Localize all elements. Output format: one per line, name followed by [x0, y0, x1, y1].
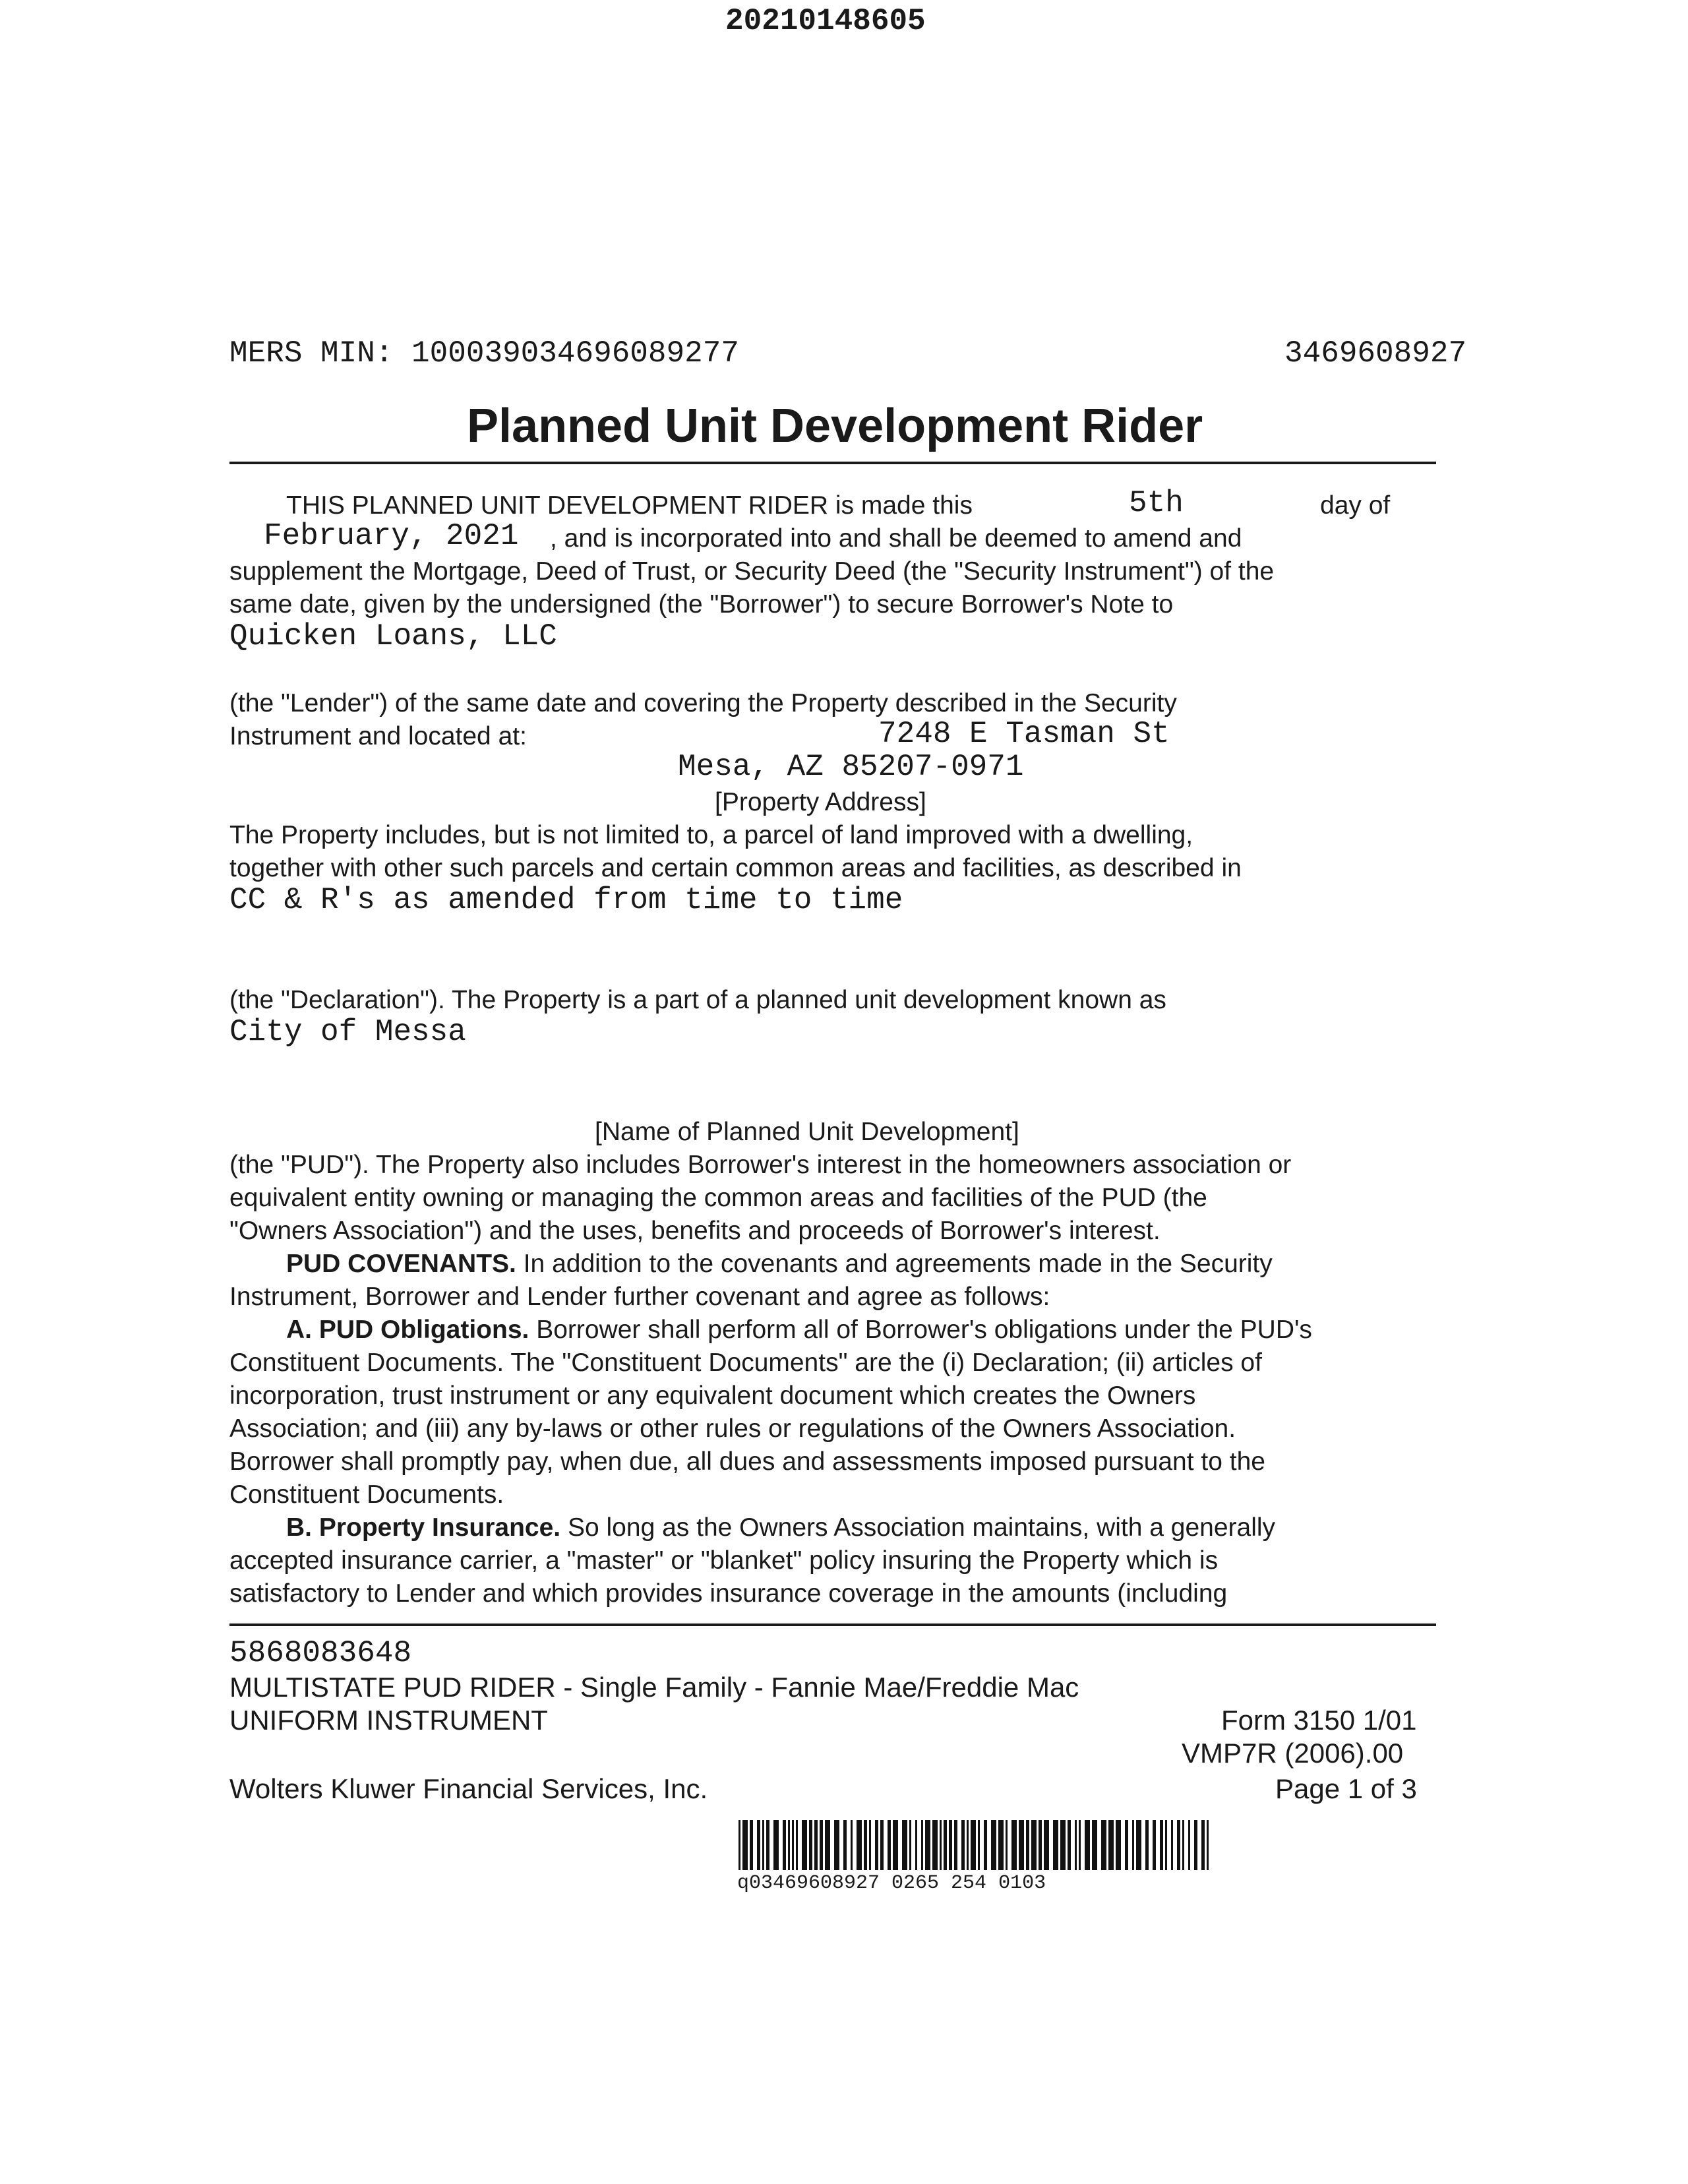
- intro-line2: , and is incorporated into and shall be deemed to amend and: [550, 524, 1242, 553]
- barcode-bar: [1182, 1820, 1184, 1870]
- barcode-bar: [1207, 1820, 1209, 1870]
- section-a-line6: Constituent Documents.: [229, 1480, 504, 1509]
- barcode-bar: [925, 1820, 930, 1870]
- barcode-bar: [1101, 1820, 1106, 1870]
- form-number: Form 3150 1/01: [1221, 1705, 1417, 1736]
- barcode-bar: [954, 1820, 957, 1870]
- vmp-code: VMP7R (2006).00: [1182, 1738, 1404, 1769]
- barcode-bar: [944, 1820, 947, 1870]
- barcode-bar: [1031, 1820, 1037, 1870]
- barcode-bar: [762, 1820, 764, 1870]
- intro-line8: together with other such parcels and certain common areas and facilities, as described in: [229, 854, 1242, 882]
- barcode-bar: [909, 1820, 911, 1870]
- barcode-bar: [1171, 1820, 1173, 1870]
- barcode-bar: [1160, 1820, 1163, 1870]
- address-caption: [Property Address]: [715, 788, 926, 816]
- intro-line6: Instrument and located at:: [229, 722, 527, 750]
- loan-number: 3469608927: [1284, 336, 1467, 371]
- barcode-bar: [978, 1820, 980, 1870]
- barcode-bar: [814, 1820, 818, 1870]
- barcode-bar: [843, 1820, 847, 1870]
- barcode-bar: [991, 1820, 996, 1870]
- barcode-bar: [880, 1820, 884, 1870]
- section-b-line1-text: So long as the Owners Association maintains, with a generally: [567, 1513, 1276, 1542]
- barcode-bar: [932, 1820, 938, 1870]
- covenants-line2: Instrument, Borrower and Lender further covenant and agree as follows:: [229, 1283, 1050, 1311]
- intro-line5: (the "Lender") of the same date and covering the Property described in the Security: [229, 689, 1177, 717]
- barcode-bar: [796, 1820, 798, 1870]
- day-of-label: day of: [1320, 491, 1391, 520]
- intro-line3: supplement the Mortgage, Deed of Trust, or Security Deed (the "Security Instrument") of the: [229, 557, 1275, 586]
- intro-line7: The Property includes, but is not limited to, a parcel of land improved with a dwelling,: [229, 821, 1193, 849]
- barcode-bar: [864, 1820, 867, 1870]
- barcode-bar: [773, 1820, 779, 1870]
- barcode-bar: [1044, 1820, 1049, 1870]
- barcode-bar: [1194, 1820, 1197, 1870]
- barcode-bar: [834, 1820, 839, 1870]
- barcode-bar: [1006, 1820, 1008, 1870]
- barcode-bar: [893, 1820, 898, 1870]
- lender-name: Quicken Loans, LLC: [229, 619, 557, 653]
- barcode-bar: [1201, 1820, 1205, 1870]
- day-value: 5th: [1129, 486, 1184, 520]
- barcode-bar: [1079, 1820, 1081, 1870]
- section-b-line3: satisfactory to Lender and which provides insurance coverage in the amounts (including: [229, 1579, 1228, 1608]
- barcode-bar: [869, 1820, 871, 1870]
- covenants-heading: PUD COVENANTS.: [286, 1250, 516, 1278]
- section-b-line2: accepted insurance carrier, a "master" or "blanket" policy insuring the Property which is: [229, 1546, 1219, 1575]
- barcode-text: q03469608927 0265 254 0103: [737, 1872, 1046, 1895]
- section-a-line3: incorporation, trust instrument or any equivalent document which creates the Owners: [229, 1381, 1196, 1410]
- barcode-bar: [783, 1820, 786, 1870]
- mers-min: MERS MIN: 100039034696089277: [229, 336, 739, 371]
- barcode-bar: [1068, 1820, 1071, 1870]
- section-a-line2: Constituent Documents. The "Constituent Documents" are the (i) Declaration; (ii) articles of: [229, 1349, 1262, 1377]
- barcode-bar: [802, 1820, 807, 1870]
- form-title: MULTISTATE PUD RIDER - Single Family - Fannie Mae/Freddie Mac: [229, 1672, 1079, 1703]
- intro-line1: THIS PLANNED UNIT DEVELOPMENT RIDER is made this: [286, 491, 973, 520]
- barcode-bar: [1092, 1820, 1097, 1870]
- barcode-bar: [1085, 1820, 1090, 1870]
- publisher: Wolters Kluwer Financial Services, Inc.: [229, 1773, 708, 1804]
- barcode-bar: [750, 1820, 753, 1870]
- document-title: Planned Unit Development Rider: [467, 400, 1203, 452]
- barcode-bar: [940, 1820, 942, 1870]
- barcode-bar: [825, 1820, 830, 1870]
- barcode-bar: [809, 1820, 812, 1870]
- barcode-bar: [961, 1820, 965, 1870]
- barcode-bar: [921, 1820, 923, 1870]
- barcode-bar: [984, 1820, 987, 1870]
- barcode-bar: [738, 1820, 740, 1870]
- barcode-bar: [792, 1820, 794, 1870]
- barcode-bar: [1060, 1820, 1066, 1870]
- declaration-value: CC & R's as amended from time to time: [229, 883, 903, 917]
- barcode-bar: [915, 1820, 917, 1870]
- barcode-bar: [949, 1820, 952, 1870]
- barcode-bar: [742, 1820, 748, 1870]
- footer-rule: [229, 1623, 1436, 1626]
- barcode-bar: [967, 1820, 969, 1870]
- barcode-bar: [1108, 1820, 1114, 1870]
- section-a-line1-text: Borrower shall perform all of Borrower's obligations under the PUD's: [536, 1316, 1312, 1344]
- barcode-bar: [788, 1820, 790, 1870]
- pud-name-value: City of Messa: [229, 1015, 466, 1049]
- uniform-instrument: UNIFORM INSTRUMENT: [229, 1705, 548, 1736]
- doc-number: 5868083648: [229, 1636, 412, 1670]
- intro-line4: same date, given by the undersigned (the "Borrower") to secure Borrower's Note to: [229, 590, 1174, 619]
- address-line1: 7248 E Tasman St: [878, 717, 1170, 751]
- barcode-bar: [971, 1820, 976, 1870]
- barcode-bar: [1019, 1820, 1024, 1870]
- barcode-bar: [766, 1820, 769, 1870]
- barcode-bar: [820, 1820, 823, 1870]
- barcode-bar: [1145, 1820, 1149, 1870]
- barcode-bar: [1132, 1820, 1134, 1870]
- covenants-line1-text: In addition to the covenants and agreements made in the Security: [523, 1250, 1273, 1278]
- barcode: [737, 1820, 1212, 1873]
- intro-line9: (the "Declaration"). The Property is a part of a planned unit development known as: [229, 986, 1166, 1014]
- section-b-heading: B. Property Insurance.: [286, 1513, 561, 1542]
- pud-name-caption: [Name of Planned Unit Development]: [595, 1118, 1019, 1146]
- barcode-bar: [888, 1820, 891, 1870]
- barcode-bar: [757, 1820, 760, 1870]
- barcode-bar: [875, 1820, 878, 1870]
- intro-line11: equivalent entity owning or managing the common areas and facilities of the PUD (the: [229, 1184, 1207, 1212]
- month-year-value: February, 2021: [264, 519, 519, 553]
- barcode-bar: [851, 1820, 853, 1870]
- barcode-bar: [1125, 1820, 1128, 1870]
- barcode-bar: [1165, 1820, 1167, 1870]
- section-b-line1: [286, 1511, 1275, 1544]
- barcode-bar: [1188, 1820, 1190, 1870]
- barcode-bar: [857, 1820, 862, 1870]
- section-a-line5: Borrower shall promptly pay, when due, all dues and assessments imposed pursuant to the: [229, 1447, 1265, 1476]
- barcode-bar: [1153, 1820, 1156, 1870]
- barcode-bar: [902, 1820, 907, 1870]
- barcode-bar: [1011, 1820, 1017, 1870]
- intro-line12: "Owners Association") and the uses, benefits and proceeds of Borrower's interest.: [229, 1217, 1160, 1245]
- barcode-bar: [1039, 1820, 1042, 1870]
- barcode-bar: [1116, 1820, 1121, 1870]
- intro-line10: (the "PUD"). The Property also includes Borrower's interest in the homeowners association or: [229, 1151, 1292, 1179]
- barcode-bar: [1053, 1820, 1058, 1870]
- title-rule: [229, 462, 1436, 464]
- barcode-bar: [998, 1820, 1004, 1870]
- section-a-line1: [286, 1314, 1312, 1347]
- barcode-bar: [1136, 1820, 1141, 1870]
- page-number: Page 1 of 3: [1275, 1773, 1417, 1804]
- section-a-line4: Association; and (iii) any by-laws or other rules or regulations of the Owners Association.: [229, 1414, 1236, 1443]
- section-a-heading: A. PUD Obligations.: [286, 1316, 529, 1344]
- barcode-bar: [1075, 1820, 1077, 1870]
- covenants-line1: [286, 1248, 1273, 1281]
- barcode-bar: [1177, 1820, 1180, 1870]
- barcode-bar: [1026, 1820, 1029, 1870]
- address-line2: Mesa, AZ 85207-0971: [678, 750, 1024, 784]
- recording-number: 20210148605: [725, 4, 926, 38]
